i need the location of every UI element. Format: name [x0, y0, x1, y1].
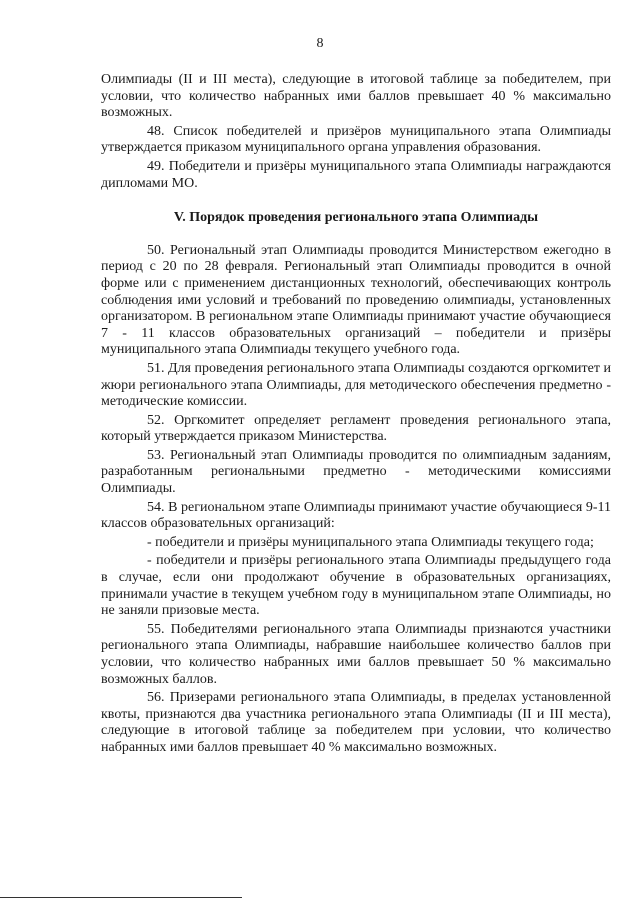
page-number: 8: [316, 36, 324, 51]
paragraph-47-continuation: Олимпиады (II и III места), следующие в итоговой таблице за победителем, при условии, что количество набранных ими баллов превышает 40 % максимально возможных.: [101, 72, 611, 121]
document-body: [101, 72, 611, 759]
section-heading: V. Порядок проведения регионального этапа Олимпиады: [173, 210, 539, 226]
paragraph-50: 50. Региональный этап Олимпиады проводится Министерством ежегодно в период с 20 по 28 февраля. Региональный этап Олимпиады проводится в очной форме или с применением дистанционных технологий, обеспечивающих контроль соблюдения ими условий и требований по проведению олимпиады, установленных организатором. В региональном этапе Олимпиады принимают участие обучающиеся 7 - 11 классов образовательных организаций – победители и призёры муниципального этапа Олимпиады текущего учебного года.: [101, 242, 611, 358]
paragraph-49: 49. Победители и призёры муниципального этапа Олимпиады награждаются дипломами МО.: [101, 158, 611, 191]
paragraph-54-item-2: - победители и призёры регионального этапа Олимпиады предыдущего года в случае, если они продолжают обучение в образовательных организациях, принимали участие в текущем учебном году в муниципальном этапе Олимпиады, но не заняли призовые места.: [101, 553, 611, 619]
paragraph-54-item-1: - победители и призёры муниципального этапа Олимпиады текущего года;: [147, 534, 594, 550]
paragraph-54: 54. В региональном этапе Олимпиады принимают участие обучающиеся 9-11 классов образовательных организаций:: [101, 499, 611, 532]
paragraph-55: 55. Победителями регионального этапа Олимпиады признаются участники регионального этапа Олимпиады, набравшие наибольшее количество баллов при условии, что количество набранных ими баллов превышает 50 % максимально возможных баллов.: [101, 621, 611, 687]
paragraph-53: 53. Региональный этап Олимпиады проводится по олимпиадным заданиям, разработанным региональными предметно - методическими комиссиями Олимпиады.: [101, 447, 611, 497]
footer-rule: [0, 897, 242, 898]
paragraph-56: 56. Призерами регионального этапа Олимпиады, в пределах установленной квоты, признаются два участника регионального этапа Олимпиады (II и III места), следующие в итоговой таблице за победителем при условии, что количество набранных ими баллов превышает 40 % максимально возможных.: [101, 690, 611, 755]
paragraph-52: 52. Оргкомитет определяет регламент проведения регионального этапа, который утверждается приказом Министерства.: [101, 412, 611, 445]
paragraph-48: 48. Список победителей и призёров муниципального этапа Олимпиады утверждается приказом муниципального органа управления образования.: [101, 123, 611, 156]
paragraph-51: 51. Для проведения регионального этапа Олимпиады создаются оргкомитет и жюри регионального этапа Олимпиады, для методического обеспечения предметно - методические комиссии.: [101, 360, 611, 410]
